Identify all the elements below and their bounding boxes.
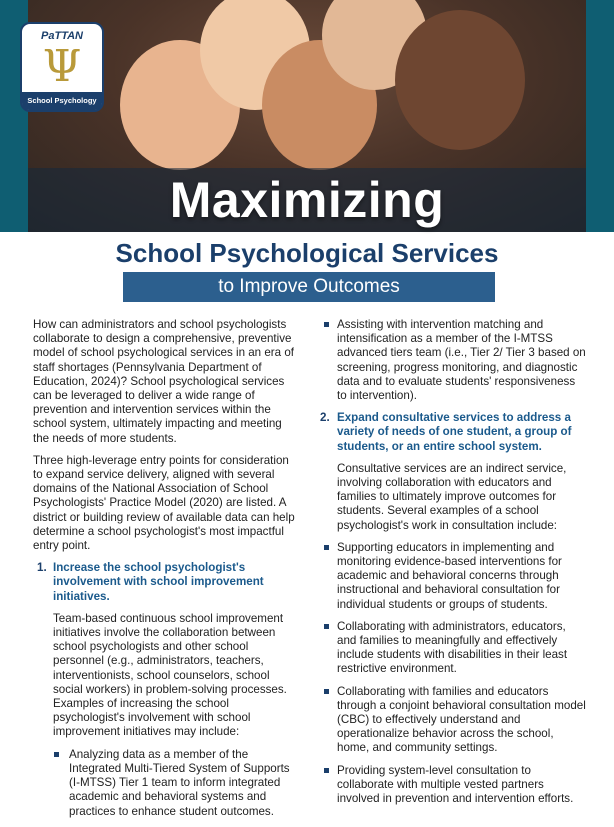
item-heading: Expand consultative services to address a variety of needs of one student, a group of students, or an entire school system. xyxy=(337,411,572,453)
item-body: Team-based continuous school improvement initiatives involve the collaboration between school psychologists and other school personnel (e.g., administrators, teachers, interventionists, school counselors, school social workers) in problem-solving processes. Examples of increasing the school psychologist's involvement with school improvement initiatives may include: xyxy=(53,611,287,739)
right-column xyxy=(320,318,586,814)
pattan-logo xyxy=(20,22,104,112)
bullet-square-icon xyxy=(324,624,329,629)
bullet-item xyxy=(320,764,586,807)
child-face xyxy=(395,10,525,150)
numbered-heading-2 xyxy=(320,411,586,454)
bullet-text: Collaborating with administrators, educators, and families to meaningfully and effectively include students with disabilities in their least restrictive environment. xyxy=(337,619,568,676)
bullet-item xyxy=(320,620,586,677)
bullet-text: Providing system-level consultation to collaborate with multiple vested partners involved in prevention and intervention efforts. xyxy=(337,763,574,806)
logo-brand: PaTTAN xyxy=(41,30,83,42)
item-body: Consultative services are an indirect service, involving collaboration with educators and families to ultimately improve outcomes for students. Several examples of a school psychologist's work in consultation include: xyxy=(337,461,567,532)
bullet-square-icon xyxy=(324,545,329,550)
bullet-item xyxy=(320,541,586,612)
tagline-banner: to Improve Outcomes xyxy=(123,272,495,302)
bullet-item xyxy=(33,748,299,819)
page-subtitle: School Psychological Services xyxy=(115,238,499,268)
bullet-text: Analyzing data as a member of the Integrated Multi-Tiered System of Supports (I-MTSS) Tier 1 team to inform integrated academic and behavioral systems and practices to enhance student outcomes. xyxy=(69,747,290,818)
bullet-item xyxy=(320,685,586,756)
psi-icon: Ψ xyxy=(42,41,82,92)
numbered-heading-1 xyxy=(33,561,299,604)
bullet-item xyxy=(320,318,586,403)
page-title: Maximizing xyxy=(169,172,445,228)
bullet-text: Assisting with intervention matching and intensification as a member of the I-MTSS advanced tiers team (i.e., Tier 2/ Tier 3 based on screening, progress monitoring, and diagnostic data and to evaluate students' responsiveness to intervention). xyxy=(337,318,586,403)
bullet-square-icon xyxy=(324,689,329,694)
item-number: 1. xyxy=(37,561,47,575)
item-heading: Increase the school psychologist's involvement with school improvement initiatives. xyxy=(53,561,264,603)
left-column xyxy=(33,318,299,827)
bullet-text: Collaborating with families and educators through a conjoint behavioral consultation model (CBC) to effectively understand and operationalize behavior across the school, home, and community settings. xyxy=(337,684,586,755)
intro-paragraph: How can administrators and school psychologists collaborate to design a comprehensive, preventive model of school psychological services in an era of staff shortages (Pennsylvania Department of Education, 2024)? School psychological services can be leveraged to deliver a wide range of prevention and intervention services within the school system, ultimately impacting and meeting the needs of more students. xyxy=(33,318,294,445)
bullet-text: Supporting educators in implementing and monitoring evidence-based interventions for academic and behavioral concerns through instructional and behavioral consultation for individual students or groups of students. xyxy=(337,540,562,611)
entry-points-paragraph: Three high-leverage entry points for consideration to expand service delivery, aligned with several domains of the National Association of School Psychologists' Practice Model (2020) are listed. A district or building review of available data can help determine a school psychologist's most impactful entry point. xyxy=(33,453,295,553)
item-number: 2. xyxy=(320,411,330,425)
logo-label: School Psychology xyxy=(22,92,102,110)
bullet-square-icon xyxy=(54,752,59,757)
bullet-square-icon xyxy=(324,322,329,327)
bullet-square-icon xyxy=(324,768,329,773)
